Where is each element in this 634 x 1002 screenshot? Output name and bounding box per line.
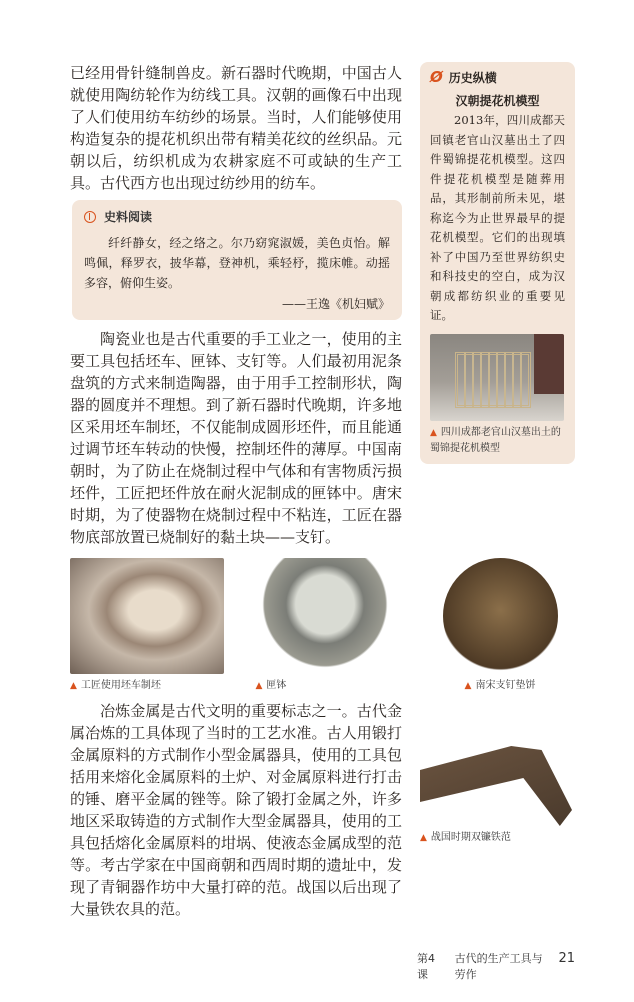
- triangle-icon: ▲: [430, 427, 437, 438]
- triangle-icon: ▲: [70, 681, 77, 691]
- lesson-title: 古代的生产工具与劳作: [454, 952, 543, 981]
- sidebar-heading: [430, 62, 565, 92]
- caption-wheel: ▲ 工匠使用坯车制坯: [70, 680, 161, 691]
- top-section: [70, 62, 575, 548]
- caption-saggar: ▲ 匣钵: [255, 680, 287, 691]
- figure-mold: [420, 746, 575, 846]
- loom-model-photo: [430, 334, 564, 421]
- loom-caption: ▲ 四川成都老官山汉墓出土的蜀锦提花机模型: [430, 426, 561, 454]
- history-sidebar: [420, 62, 575, 464]
- sidebar-heading-label: 历史纵横: [448, 70, 497, 85]
- lesson-number: 第4课: [417, 952, 435, 981]
- figure-wheel: [70, 558, 224, 694]
- iron-mold-photo: [420, 746, 572, 826]
- sidebar-body: 2013年，四川成都天回镇老官山汉墓出土了四件蜀锦提花机模型。这四件提花机模型是随葬用品，其形制前所未见，堪称迄今为止世界最早的提花机模型。它们的出现填补了中国乃至世界纺织史和科技史的空白，成为汉朝成都纺织业的重要见证。: [430, 113, 565, 322]
- paragraph-textile: 已经用骨针缝制兽皮。新石器时代晚期，中国古人就使用陶纺轮作为纺线工具。汉朝的画像石中出现了人们使用纺车纺纱的场景。当时，人们能够使用构造复杂的提花机织出带有精美花纹的丝织品。元朝以后，纺织机成为农耕家庭不可或缺的生产工具。古代西方也出现过纺纱用的纺车。: [70, 64, 402, 192]
- source-reading-box: [72, 200, 402, 320]
- history-icon: Ø: [430, 68, 443, 86]
- potter-wheel-photo: [70, 558, 224, 674]
- figure-saggar: [256, 558, 394, 694]
- ceramics-figures: [70, 558, 575, 694]
- paragraph-ceramics: 陶瓷业也是古代重要的手工业之一，使用的主要工具包括坯车、匣钵、支钉等。人们最初用泥条盘筑的方式来制造陶器，由于用手工控制形状，陶器的圆度并不理想。到了新石器时代晚期，许多地区采用坯车制坯，不仅能制成圆形坯件，而且能通过调节坯车转动的快慢，控制坯件的薄厚。中国南朝时，为了防止在烧制过程中气体和有害物质污损坯件，工匠把坯件放在耐火泥制成的匣钵中。唐宋时期，为了使器物在烧制过程中不粘连，工匠在器物底部放置已烧制好的黏土块——支钉。: [70, 330, 402, 546]
- paragraph-metallurgy: 冶炼金属是古代文明的重要标志之一。古代金属冶炼的工具体现了当时的工艺水准。古人用锻打金属原料的方式制作小型金属器具，使用的工具包括用来熔化金属原料的土炉、对金属原料进行打击的锤、磨平金属的锉等。除了锻打金属之外，许多地区采取铸造的方式制作大型金属器具，使用的工具包括熔化金属原料的坩埚、使液态金属成型的范等。考古学家在中国商朝和西周时期的遗址中，发现了青铜器作坊中大量打碎的范。战国以后出现了大量铁农具的范。: [70, 702, 402, 918]
- page-content: [70, 62, 575, 1002]
- source-author: ——王逸《机妇赋》: [281, 297, 390, 311]
- caption-mold: ▲ 战国时期双镰铁范: [420, 832, 511, 843]
- bottom-section: [70, 700, 575, 920]
- figure-pad: [425, 558, 575, 694]
- page-footer: [417, 950, 575, 982]
- saggar-photo: [256, 558, 394, 674]
- page-number: 21: [558, 951, 575, 966]
- triangle-icon: ▲: [255, 681, 263, 691]
- source-box-title: 史料阅读: [104, 210, 153, 224]
- triangle-icon: ▲: [464, 681, 472, 691]
- caption-pad: ▲ 南宋支钉垫饼: [464, 680, 536, 691]
- source-reading-icon: [84, 211, 96, 223]
- triangle-icon: ▲: [420, 833, 427, 843]
- source-quote: 纤纤静女，经之络之。尔乃窈窕淑媛，美色贞怡。解鸣佩，释罗衣，披华幕，登神机，乘轻杼，揽床帷。动摇多容，俯仰生姿。: [84, 236, 390, 290]
- sidebar-title: 汉朝提花机模型: [455, 94, 540, 108]
- spur-pad-photo: [443, 558, 558, 674]
- left-column: [70, 62, 402, 548]
